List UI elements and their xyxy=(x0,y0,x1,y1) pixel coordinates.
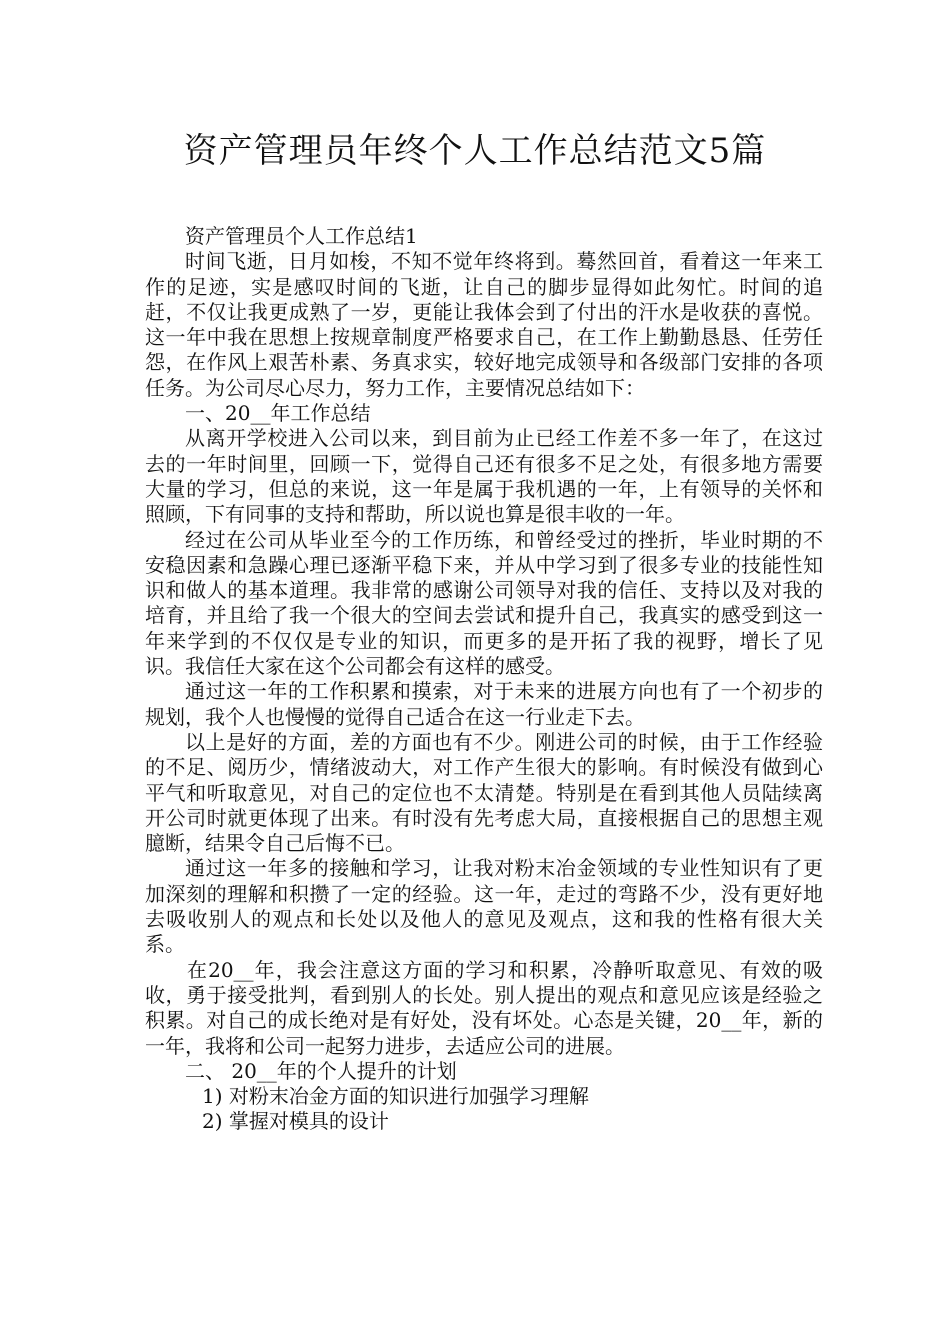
section-subtitle: 资产管理员个人工作总结1 xyxy=(185,224,418,248)
paragraph: 以上是好的方面，差的方面也有不少。刚进公司的时候，由于工作经验的不足、阅历少，情绪波动大，对工作产生很大的影响。有时候没有做到心平气和听取意见，对自己的定位也不太清楚。特别是在看到其他人员陆续离开公司时就更体现了出来。有时没有先考虑大局，直接根据自己的思想主观臆断，结果令自己后悔不已。 xyxy=(145,729,823,856)
document-title: 资产管理员年终个人工作总结范文5篇 xyxy=(183,131,767,171)
paragraph: 通过这一年多的接触和学习，让我对粉末冶金领域的专业性知识有了更加深刻的理解和积攒了一定的经验。这一年，走过的弯路不少，没有更好地去吸收别人的观点和长处以及他人的意见及观点，这和我的性格有很大关系。 xyxy=(145,856,823,957)
list-item: 2) 掌握对模具的设计 xyxy=(202,1109,389,1134)
paragraph-intro: 时间飞逝，日月如梭，不知不觉年终将到。蓦然回首，看着这一年来工作的足迹，实是感叹时间的飞逝，让自己的脚步显得如此匆忙。时间的追赶，不仅让我更成熟了一岁，更能让我体会到了付出的汗水是收获的喜悦。这一年中我在思想上按规章制度严格要求自己，在工作上勤勤恳恳、任劳任怨，在作风上艰苦朴素、务真求实，较好地完成领导和各级部门安排的各项任务。为公司尽心尽力，努力工作，主要情况总结如下： xyxy=(145,249,823,400)
paragraph: 在20__年，我会注意这方面的学习和积累，冷静听取意见、有效的吸收，勇于接受批判，看到别人的长处。别人提出的观点和意见应该是经验之积累。对自己的成长绝对是有好处，没有坏处。心态是关键，20__年，新的一年，我将和公司一起努力进步，去适应公司的进展。 xyxy=(145,957,823,1058)
section-heading-2: 二、 20__年的个人提升的计划 xyxy=(185,1058,457,1083)
list-item: 1) 对粉末冶金方面的知识进行加强学习理解 xyxy=(202,1084,589,1109)
section-heading-1: 一、20__年工作总结 xyxy=(185,401,371,426)
paragraph: 从离开学校进入公司以来，到目前为止已经工作差不多一年了，在这过去的一年时间里，回顾一下，觉得自己还有很多不足之处，有很多地方需要大量的学习，但总的来说，这一年是属于我机遇的一年，上有领导的关怀和照顾，下有同事的支持和帮助，所以说也算是很丰收的一年。 xyxy=(145,426,823,527)
paragraph: 通过这一年的工作积累和摸索，对于未来的进展方向也有了一个初步的规划，我个人也慢慢的觉得自己适合在这一行业走下去。 xyxy=(145,679,823,729)
document-body xyxy=(145,224,823,1135)
paragraph: 经过在公司从毕业至今的工作历练，和曾经受过的挫折，毕业时期的不安稳因素和急躁心理已逐渐平稳下来，并从中学习到了很多专业的技能性知识和做人的基本道理。我非常的感谢公司领导对我的信任、支持以及对我的培育，并且给了我一个很大的空间去尝试和提升自己，我真实的感受到这一年来学到的不仅仅是专业的知识，而更多的是开拓了我的视野，增长了见识。我信任大家在这个公司都会有这样的感受。 xyxy=(145,527,823,679)
